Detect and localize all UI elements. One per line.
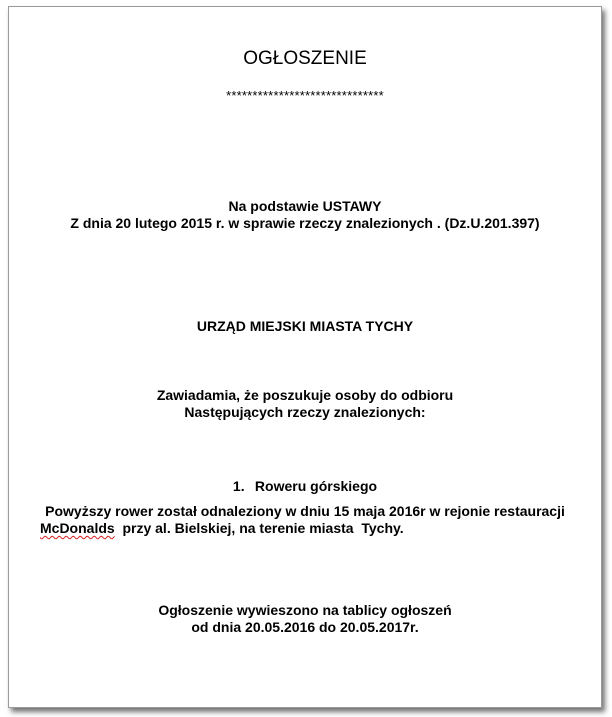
basis-line-2: Z dnia 20 lutego 2015 r. w sprawie rzeczy znalezionych . (Dz.U.201.397) — [70, 215, 540, 231]
document-title: OGŁOSZENIE — [243, 48, 367, 69]
description-line-2 — [40, 520, 404, 537]
stars-divider: ****************************** — [226, 88, 384, 103]
found-item — [9, 478, 601, 495]
description-line-2-rest: przy al. Bielskiej, na terenie miasta Tychy. — [114, 520, 404, 536]
notice-line-2: Następujących rzeczy znalezionych: — [184, 404, 426, 420]
found-item-name: Roweru górskiego — [254, 478, 378, 494]
issuer-heading: URZĄD MIEJSKI MIASTA TYCHY — [196, 318, 414, 334]
spellcheck-flagged-word: McDonalds — [40, 520, 115, 536]
found-item-number: 1. — [232, 478, 245, 494]
posted-line-1: Ogłoszenie wywieszono na tablicy ogłoszeń — [158, 602, 452, 618]
notice-line-1: Zawiadamia, że poszukuje osoby do odbioru — [156, 387, 454, 403]
posted-line-2: od dnia 20.05.2016 do 20.05.2017r. — [191, 619, 419, 635]
document-page — [8, 6, 602, 708]
description-line-1: Powyższy rower został odnaleziony w dniu 15 maja 2016r w rejonie restauracji — [45, 503, 565, 519]
basis-line-1: Na podstawie USTAWY — [228, 198, 382, 214]
